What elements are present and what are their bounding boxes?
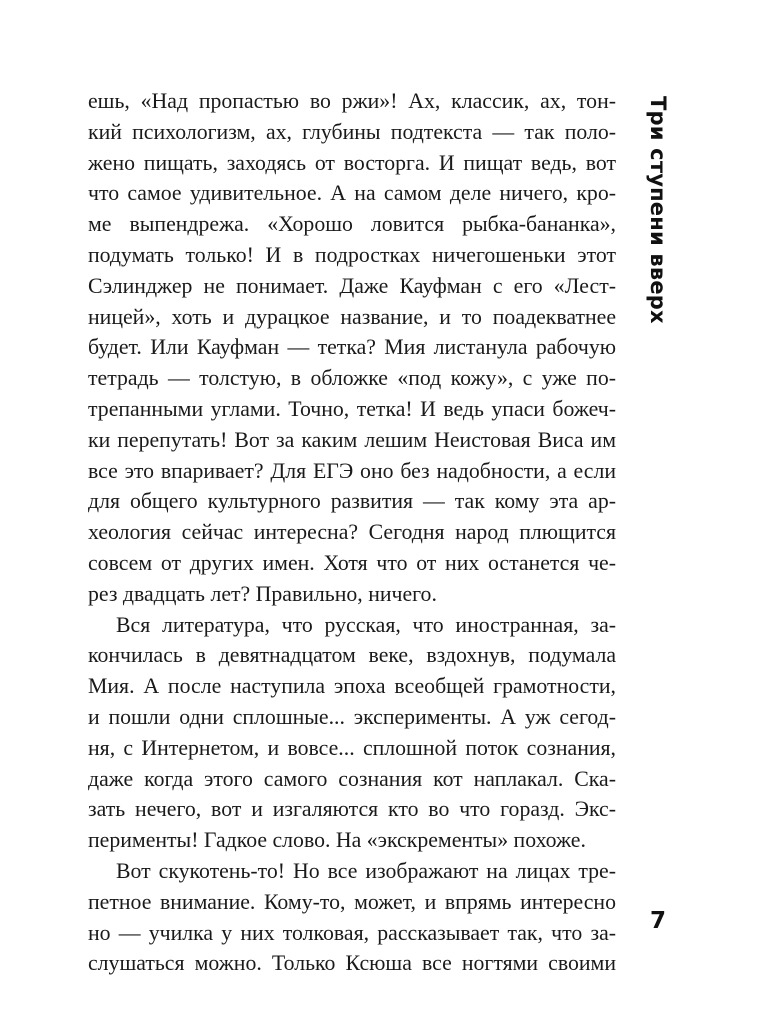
text-line: но — училка у них толковая, рассказывает так, что за- (88, 920, 616, 945)
text-line: перименты! Гадкое слово. На «экскременты» похоже. (88, 828, 586, 853)
text-line: трепанными углами. Точно, тетка! И ведь упаси божеч- (88, 396, 616, 421)
text-line: ме выпендрежа. «Хорошо ловится рыбка-бананка», (88, 212, 616, 237)
text-line: будет. Или Кауфман — тетка? Мия листанула рабочую (88, 335, 616, 360)
text-line: слушаться можно. Только Ксюша все ногтями своими (88, 951, 616, 976)
running-head-title: Три ступени вверх (646, 96, 670, 324)
text-line: ницей», хоть и дурацкое название, и то поадекватнее (88, 304, 616, 329)
text-line: Вся литература, что русская, что иностранная, за- (116, 612, 616, 637)
text-line: рез двадцать лет? Правильно, ничего. (88, 581, 437, 606)
page-number: 7 (650, 908, 667, 934)
text-line: Вот скукотень-то! Но все изображают на лицах тре- (116, 858, 616, 883)
text-line: кончилась в девятнадцатом веке, вздохнув, подумала (88, 643, 616, 668)
text-line: кий психологизм, ах, глубины подтекста — так поло- (88, 119, 616, 144)
text-line: даже когда этого самого сознания кот наплакал. Ска- (88, 766, 616, 791)
text-line: ня, с Интернетом, и вовсе... сплошной поток сознания, (88, 735, 616, 760)
text-line: петное внимание. Кому-то, может, и впрямь интересно (88, 889, 616, 914)
text-line: что самое удивительное. А на самом деле ничего, кро- (88, 181, 616, 206)
text-line: совсем от других имен. Хотя что от них останется че- (88, 550, 616, 575)
paragraph (88, 610, 616, 856)
text-line: Сэлинджер не понимает. Даже Кауфман с его «Лест- (88, 273, 616, 298)
running-head (641, 96, 675, 324)
text-line: хеология сейчас интересна? Сегодня народ плющится (88, 520, 616, 545)
text-line: жено пищать, заходясь от восторга. И пищат ведь, вот (88, 150, 616, 175)
text-line: зать нечего, вот и изгаляются кто во что горазд. Экс- (88, 797, 616, 822)
body-text (88, 86, 616, 979)
text-line: Мия. А после наступила эпоха всеобщей грамотности, (88, 674, 616, 699)
text-line: и пошли одни сплошные... эксперименты. А уж сегод- (88, 704, 616, 729)
text-line: ешь, «Над пропастью во ржи»! Ах, классик, ах, тон- (88, 89, 616, 113)
paragraph (88, 86, 616, 610)
paragraph (88, 856, 616, 979)
text-line: все это впаривает? Для ЕГЭ оно без надобности, а если (88, 458, 616, 483)
text-line: для общего культурного развития — так кому эта ар- (88, 489, 616, 514)
text-line: ки перепутать! Вот за каким лешим Неистовая Виса им (88, 427, 616, 452)
text-line: подумать только! И в подростках ничегошеньки этот (88, 242, 616, 267)
text-line: тетрадь — толстую, в обложке «под кожу», с уже по- (88, 366, 616, 391)
